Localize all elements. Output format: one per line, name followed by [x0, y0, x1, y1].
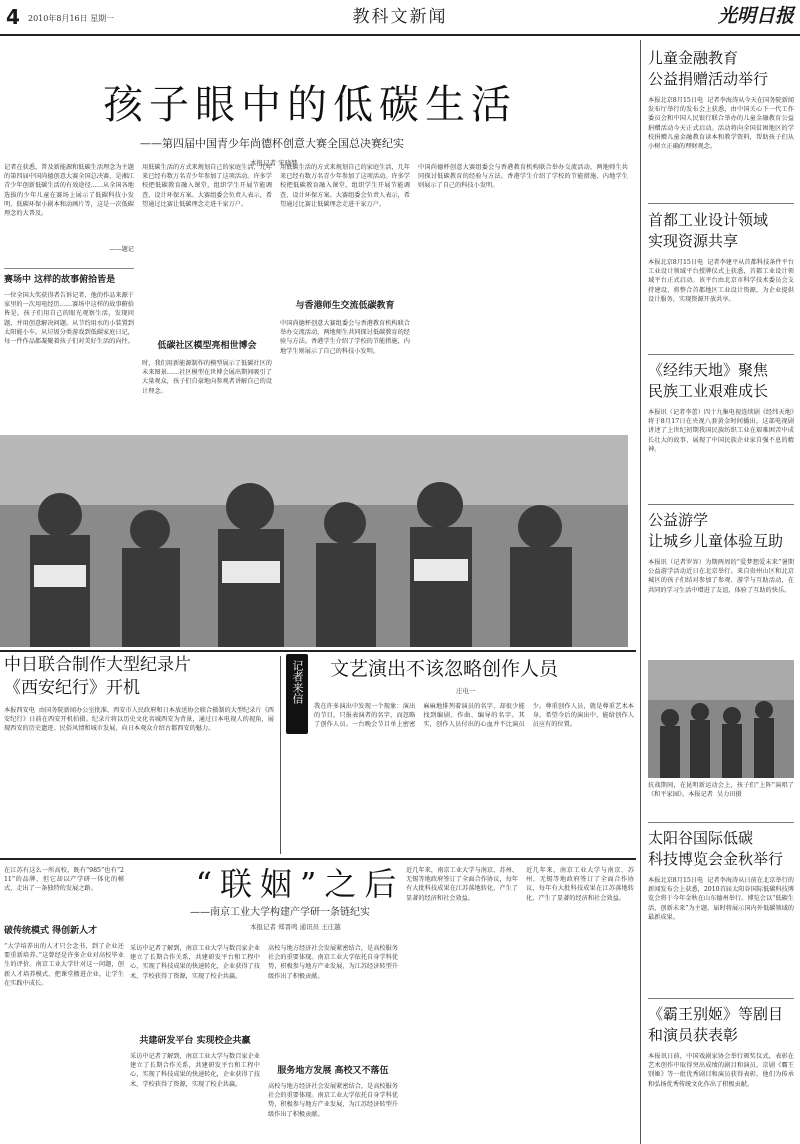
- bottom-byline: 本报记者 郑晋鸣 通讯员 王庄越: [250, 923, 341, 931]
- bottom-col3b-text: 高校与地方经济社会发展紧密结合，是高校服务社会的重要体现。南京工业大学依托自身学科优势，积极参与地方产业发展，为江苏经济转型升级作出了积极贡献。: [268, 1083, 398, 1118]
- sidebar-title-6: 《霸王别姬》等剧目 和演员获表彰: [648, 1005, 784, 1044]
- lead-subhead-1: 赛场中 这样的故事俯拾皆是: [4, 275, 116, 285]
- lead-col1-text: 一位全国大奖获得者告诉记者，他的作品来源于家里的一次用电经历……赛场中这样的故事俯拾皆是。孩子们用自己的眼光观察生活，发现问题，并用创意解决问题。从节约用水的小装置到太阳能小车，从垃圾分类游戏到低碳家庭日记，每一件作品都凝聚着孩子们对美好生活的向往。: [4, 292, 134, 346]
- page-number: 4: [6, 5, 20, 29]
- sidebar-rule-1: [648, 203, 794, 204]
- sidebar-divider: [640, 40, 641, 1144]
- letter-title: 文艺演出不该忽略创作人员: [330, 658, 559, 680]
- bottom-subhead-3: 服务地方发展 高校又不落伍: [277, 1066, 389, 1076]
- sidebar-title-2: 首都工业设计领域 实现资源共享: [648, 211, 769, 250]
- sidebar-rule-5: [648, 998, 794, 999]
- lead-byline: 本报记者 宋晓梦: [250, 159, 298, 167]
- bottom-subhead-2: 共建研发平台 实现校企共赢: [139, 1036, 251, 1046]
- letter-text: 我在许多演出中发现一个现象：演出的节目，只报表演者的名字，而忽略了创作人员。一台晚会节目单上密密麻麻地排列着演员的名字，却很少能找到编剧、作曲、编导的名字。其实，创作人员付出的心血并不比演员少。尊重创作人员，就是尊重艺术本身。希望今后的演出中，能给创作人员应有的位置。: [314, 703, 634, 729]
- lead-column-4: [418, 163, 628, 348]
- bottom-col1-text: “大学培养出的人才只会念书，到了企业还要重新培养。”这曾经是许多企业对高校毕业生的评价。南京工业大学针对这一问题，创新人才培养模式，把课堂搬进企业，让学生在实践中成长。: [4, 943, 124, 987]
- sidebar-item-5: [648, 828, 794, 993]
- lead-col4b-text: 中国尚德杯创意大赛组委会与香港教育机构联合举办交流活动，两地师生共同探讨低碳教育的经验与方法。香港学生介绍了学校的节能措施，内地学生则展示了自己的科技小发明。: [418, 164, 628, 190]
- letter-stamp-text: 记者来信: [291, 660, 304, 704]
- lead-article: [0, 40, 640, 650]
- bottom-subtitle: ——南京工业大学构建产学研一条链纪实: [190, 907, 370, 918]
- bottom-column-3: [268, 944, 398, 1142]
- lead-intro: 记者在获悉，普及新能源和低碳生活理念为主题的第四届中国尚德创意大赛全国总决赛，是湘江青少年创新低碳生活的有效途径……从全国各地选拔的少年儿童在赛场上展示了低碳科技小发明、低碳环保小剧本和动画片等，这是一次低碳理念的大普及。: [4, 164, 134, 218]
- sidebar-item-6: [648, 1004, 794, 1140]
- children-photo-illustration: [0, 435, 628, 647]
- letter-article: [286, 654, 638, 854]
- sidebar-title-5: 太阳谷国际低碳 科技博览会金秋举行: [648, 829, 784, 868]
- sidebar-text-5: 本报北京8月15日电 记者李海涛从日前在北京举行的新闻发布会上获悉，2010首届太阳谷国际低碳科技博览会将于今年金秋在山东德州举行。博览会以“低碳生活，创新未来”为主题，届时将展示国内外低碳领域的最新成果。: [648, 877, 794, 921]
- lead-col2-text: 用低碳生活的方式来规划自己的家庭生活，几年来已经有数万名青少年参加了这项活动。许多学校把低碳教育融入课堂，组织学生开展节能调查、设计环保方案。大赛组委会负责人表示，希望通过比赛让低碳理念走进千家万户。: [142, 164, 272, 208]
- sidebar-text-2: 本报北京8月15日电 记者李建平从首都科技条件平台工业设计领域平台授牌仪式上获悉，首都工业设计领域平台正式启动。该平台由北京市科学技术委员会支持建设，将整合首都地区工业设计资源，为企业提供设计服务，实现资源开放共享。: [648, 259, 794, 303]
- bottom-col2b-text: 采访中记者了解到，南京工业大学与数百家企业建立了长期合作关系，共建研发平台和工程中心，实现了科技成果的快速转化，企业获得了技术，学校获得了资源，实现了校企共赢。: [130, 1053, 260, 1088]
- sidebar-text-6: 本报讯日前，中国戏剧家协会举行颁奖仪式，表彰在艺术创作中取得突出成绩的剧目和演员。京剧《霸王别姬》等一批优秀剧目和演员获得表彰，他们为传承和弘扬优秀传统文化作出了积极贡献。: [648, 1053, 794, 1088]
- bottom-col4-text: 近几年来，南京工业大学与南京、苏州、无锡等地政府签订了全面合作协议，每年有大批科技成果在江苏落地转化，产生了显著的经济和社会效益。: [406, 867, 518, 902]
- sidebar-rule-2: [648, 354, 794, 355]
- sidebar-text-3: 本报讯（记者李蕾）四十九集电视连续剧《经纬天地》将于8月17日在央视八套黄金时间播出。这部电视剧讲述了上世纪初期我国民族纺织工业在艰难困苦中成长壮大的故事，展现了中国民族企业家自强不息的精神。: [648, 409, 794, 453]
- children-singing-illustration: [648, 660, 794, 778]
- middle-divider: [280, 656, 281, 854]
- bottom-col3-text: 高校与地方经济社会发展紧密结合，是高校服务社会的重要体现。南京工业大学依托自身学科优势，积极参与地方产业发展，为江苏经济转型升级作出了积极贡献。: [268, 945, 398, 980]
- sidebar-item-3: [648, 360, 794, 500]
- sidebar-photo-caption: 抗战期间，在昆明新运动会上，孩子们“上阵”演唱了《和平家园》。本报记者 吴力田摄: [648, 782, 794, 799]
- bottom-subhead-1: 破传统模式 得创新人才: [4, 926, 98, 936]
- lead-column-3: [280, 163, 410, 473]
- lead-column-2: [142, 163, 272, 473]
- lead-intro-sign: ——题记: [109, 246, 134, 253]
- bottom-rule-top: [0, 858, 636, 860]
- sidebar-text-1: 本报北京8月15日电 记者李海涛从今天在国务院新闻发布厅举行的发布会上获悉，由中国关心下一代工作委员会和中国人民银行联合举办的儿童金融教育公益捐赠活动今天正式启动。活动将向全国贫困地区的学校捐赠儿童金融教育读本和教学资料，帮助孩子们从小树立正确的理财观念。: [648, 97, 794, 151]
- lead-photo-children: [0, 435, 628, 647]
- lead-subhead-2: 低碳社区模型亮相世博会: [157, 341, 257, 351]
- bottom-col2-text: 采访中记者了解到，南京工业大学与数百家企业建立了长期合作关系，共建研发平台和工程中心，实现了科技成果的快速转化，企业获得了技术，学校获得了资源，实现了校企共赢。: [130, 945, 260, 980]
- bottom-column-2: [130, 944, 260, 1142]
- sidebar-item-1: [648, 48, 794, 198]
- masthead-rule: [0, 34, 800, 36]
- lead-col4-text: 中国尚德杯创意大赛组委会与香港教育机构联合举办交流活动，两地师生共同探讨低碳教育的经验与方法。香港学生介绍了学校的节能措施，内地学生则展示了自己的科技小发明。: [280, 320, 410, 355]
- sidebar-item-4: [648, 510, 794, 655]
- sidebar-title-1: 儿童金融教育 公益捐赠活动举行: [648, 49, 769, 88]
- lead-intro-box: [4, 163, 134, 263]
- lead-subhead-3: 与香港师生交流低碳教育: [295, 301, 395, 311]
- bottom-column-4: [406, 866, 518, 1142]
- sidebar-photo: [648, 660, 794, 778]
- bottom-column-1: [4, 924, 124, 1142]
- bottom-column-5: [526, 866, 634, 1142]
- bottom-title: “联姻”之后: [195, 865, 405, 903]
- sidebar-item-2: [648, 210, 794, 350]
- lead-col2b-text: 用低碳生活的方式来规划自己的家庭生活，几年来已经有数万名青少年参加了这项活动。许多学校把低碳教育融入课堂，组织学生开展节能调查、设计环保方案。大赛组委会负责人表示，希望通过比赛让低碳理念走进千家万户。: [280, 164, 410, 208]
- bottom-col5-text: 近几年来，南京工业大学与南京、苏州、无锡等地政府签订了全面合作协议，每年有大批科技成果在江苏落地转化，产生了显著的经济和社会效益。: [526, 867, 634, 902]
- documentary-text: 本报西安电 由国务院新闻办公室批准、西安市人民政府和日本放送协会联合摄制的大型纪录片《西安纪行》日前在西安开机拍摄。纪录片将以历史文化名城西安为背景，通过日本电视人的视角，展现西安的历史遗迹、民俗风情和城市发展，向日本观众介绍古都西安的魅力。: [4, 707, 274, 733]
- documentary-title: 中日联合制作大型纪录片 《西安纪行》开机: [4, 655, 191, 698]
- date-line: 2010年8月16日 星期一: [28, 14, 115, 23]
- letter-byline: 庄电一: [456, 687, 476, 695]
- paper-name: 光明日报: [717, 5, 794, 27]
- sidebar-rule-4: [648, 822, 794, 823]
- lead-title: 孩子眼中的低碳生活: [103, 82, 517, 128]
- section-title: 教科文新闻: [352, 7, 448, 27]
- middle-rule-top: [0, 650, 636, 652]
- bottom-article: [0, 862, 636, 1144]
- intro-rule: [4, 268, 134, 269]
- lead-col3-text: 时，我们用新能源制作的模型展示了低碳社区的未来图景……社区模型在世博会展出期间吸引了大量观众，孩子们自豪地向参观者讲解自己的设计理念。: [142, 360, 272, 395]
- sidebar-title-4: 公益游学 让城乡儿童体验互助: [648, 511, 784, 550]
- letter-stamp: [286, 654, 308, 734]
- lead-subtitle: ——第四届中国青少年尚德杯创意大赛全国总决赛纪实: [140, 137, 404, 150]
- masthead: [0, 0, 800, 36]
- sidebar-rule-3: [648, 504, 794, 505]
- sidebar-title-3: 《经纬天地》聚焦 民族工业艰难成长: [648, 361, 769, 400]
- bottom-intro: 在江苏有这么一所高校，既有“985”也有“211”的品牌，但它却以产学研一体化的模式，走出了一条独特的发展之路。: [4, 867, 124, 893]
- sidebar-text-4: 本报讯（记者罗容）为期两周的“爱梦想爱未来”暑期公益游学活动近日在北京举行。来自贵州山区和北京城区的孩子们结对参加了参观、游学与互助活动，在共同的学习生活中增进了友谊，体验了互助的快乐。: [648, 559, 794, 594]
- documentary-article: [4, 654, 274, 854]
